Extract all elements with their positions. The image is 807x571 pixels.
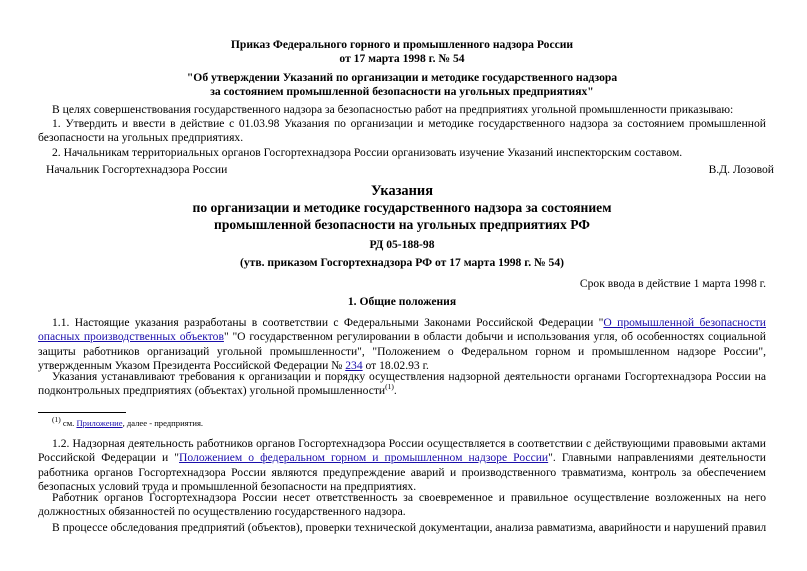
- paragraph-1-1: [38, 316, 766, 374]
- signature-position: Начальник Госгортехнадзора России: [46, 163, 228, 176]
- paragraph-1-1-text-c: от 18.02.93 г.: [362, 359, 429, 373]
- guide-code: РД 05-188-98: [369, 238, 435, 251]
- paragraph-inspection: В процессе обследования предприятий (объектов), проверки технической документации, анализа равматизма, аварийности и нарушений правил: [52, 521, 767, 534]
- paragraph-1-2-text-a: 1.2. Надзорная деятельность работников органов Госгортехнадзора России осуществляется в соответствии с действующими правовыми актами Российской Федерации и ": [38, 437, 766, 465]
- signature-line: [38, 163, 780, 177]
- paragraph-scope-text: Указания устанавливают требования к организации и порядку осуществления надзорной деятельности органами Госгортехнадзора России на подконтрольных предприятиях (объектах) угольной промышленности: [38, 370, 766, 398]
- paragraph-1-2-text-b: ". Главными направлениями деятельности работника органов Госгортехнадзора России являются предупреждение аварий и производственного травматизма, контроль за обеспечением безопасных условий труда и промышленной безопасности на предприятиях.: [38, 451, 766, 494]
- link-mining-supervision-regulation[interactable]: Положением о федеральном горном и промышленном надзоре России: [179, 451, 549, 465]
- order-subject-line2: за состоянием промышленной безопасности на угольных предприятиях": [210, 85, 594, 99]
- paragraph-responsibility: Работник органов Госгортехнадзора России несет ответственность за своевременное и правильное осуществление возложенных на него должностных обязанностей по осуществлению государственного надзора.: [38, 491, 766, 519]
- order-title-line1: Приказ Федерального горного и промышленного надзора России: [230, 38, 574, 51]
- footnote-suffix: , далее - предприятия.: [122, 418, 204, 428]
- footnote-ref[interactable]: (1): [385, 382, 394, 392]
- guide-effective-date: Срок ввода в действие 1 марта 1998 г.: [579, 277, 766, 290]
- footnote-divider: [38, 412, 126, 413]
- footnote-prefix: см.: [60, 418, 77, 428]
- footnote: [52, 415, 204, 429]
- link-industrial-safety-law[interactable]: О промышленной безопасности опасных производственных объектов: [38, 316, 766, 344]
- signature-name: В.Д. Лозовой: [708, 163, 774, 176]
- link-appendix[interactable]: Приложение: [76, 418, 123, 428]
- guide-subtitle: [38, 199, 766, 233]
- paragraph-scope-end: .: [393, 384, 397, 398]
- guide-subtitle-line1: по организации и методике государственного надзора за состоянием: [192, 200, 612, 215]
- order-preamble: В целях совершенствования государственного надзора за безопасностью работ на предприятиях угольной промышленности приказываю:: [52, 103, 734, 116]
- footnote-mark: (1): [52, 415, 61, 425]
- link-decree-234[interactable]: 234: [345, 359, 363, 373]
- paragraph-1-2: [38, 437, 766, 495]
- guide-approved: (утв. приказом Госгортехнадзора РФ от 17 марта 1998 г. № 54): [239, 256, 565, 269]
- order-title-line2: от 17 марта 1998 г. № 54: [339, 52, 465, 66]
- guide-title: Указания: [371, 183, 433, 199]
- order-item-1: 1. Утвердить и ввести в действие с 01.03.98 Указания по организации и методике государственного надзора за состоянием промышленной безопасности на угольных предприятиях.: [38, 117, 766, 145]
- order-subject: [38, 71, 766, 100]
- order-subject-line1: "Об утверждении Указаний по организации и методике государственного надзора: [186, 71, 618, 84]
- paragraph-1-1-text-b: " "О государственном регулировании в области добычи и использования угля, об особенностях социальной защиты работников организаций угольной промышленности", "Положением о Федеральном горном и промышленном надзоре России", утвержденным Указом Президента Российской Федерации №: [38, 330, 766, 373]
- guide-subtitle-line2: промышленной безопасности на угольных предприятиях РФ: [214, 217, 590, 232]
- order-title: [38, 38, 766, 67]
- paragraph-1-1-text-a: 1.1. Настоящие указания разработаны в соответствии с Федеральными Законами Российской Федерации ": [52, 316, 604, 329]
- order-item-2: 2. Начальникам территориальных органов Госгортехнадзора России организовать изучение Указаний инспекторским составом.: [52, 146, 683, 159]
- paragraph-scope: [38, 370, 766, 399]
- section-1-title: 1. Общие положения: [347, 295, 457, 308]
